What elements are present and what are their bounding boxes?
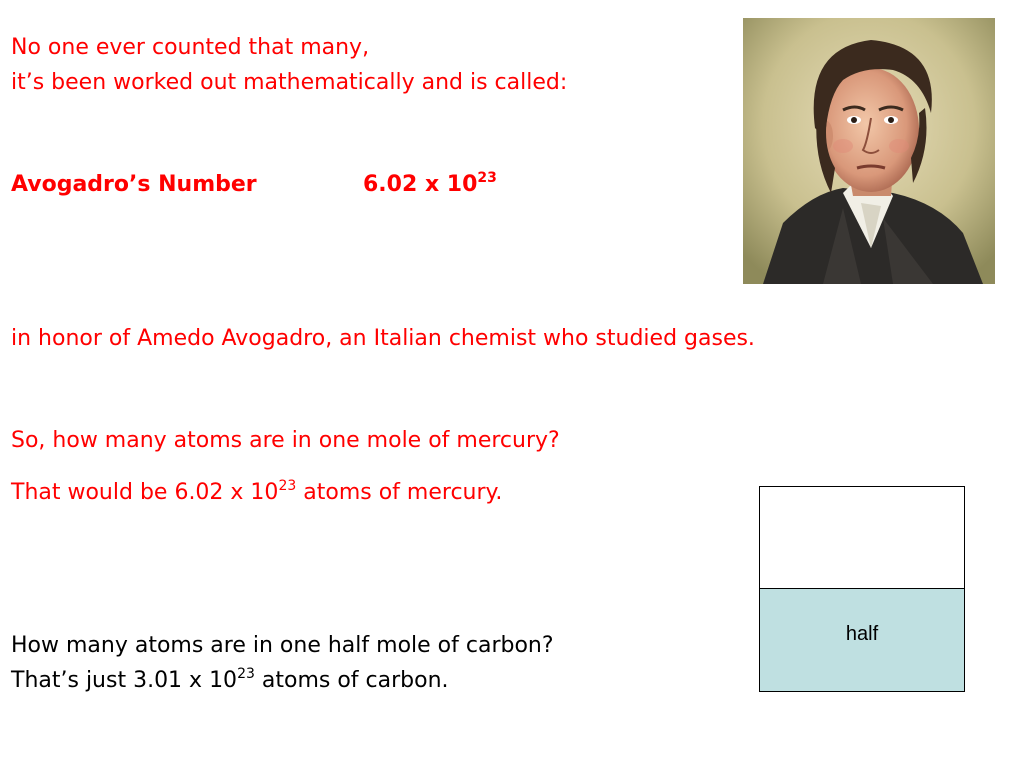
mercury-question: So, how many atoms are in one mole of mercury?: [11, 428, 560, 453]
avogadro-number-value: [363, 168, 497, 202]
mercury-answer-exponent: 23: [278, 478, 297, 494]
mercury-answer-post: atoms of mercury.: [296, 480, 503, 505]
carbon-question: How many atoms are in one half mole of carbon?: [11, 633, 554, 658]
mercury-answer-pre: That would be 6.02 x 10: [11, 480, 279, 505]
avogadro-value-base: 6.02 x 10: [363, 172, 478, 197]
empty-half: [760, 487, 964, 589]
avogadro-number-label: Avogadro’s Number: [11, 172, 257, 197]
carbon-answer-pre: That’s just 3.01 x 10: [11, 668, 238, 693]
carbon-answer: [11, 664, 449, 698]
avogadro-value-exponent: 23: [477, 170, 497, 186]
half-label: half: [845, 622, 879, 645]
half-mole-diagram: [759, 486, 965, 692]
intro-line-1: No one ever counted that many,: [11, 35, 370, 60]
filled-half: [760, 589, 964, 691]
carbon-answer-post: atoms of carbon.: [254, 668, 449, 693]
honor-statement: in honor of Amedo Avogadro, an Italian chemist who studied gases.: [11, 326, 755, 351]
portrait-icon: [743, 18, 995, 284]
avogadro-portrait: [743, 18, 995, 284]
intro-line-2: it’s been worked out mathematically and is called:: [11, 70, 568, 95]
mercury-answer: [11, 476, 502, 510]
carbon-answer-exponent: 23: [237, 666, 255, 682]
